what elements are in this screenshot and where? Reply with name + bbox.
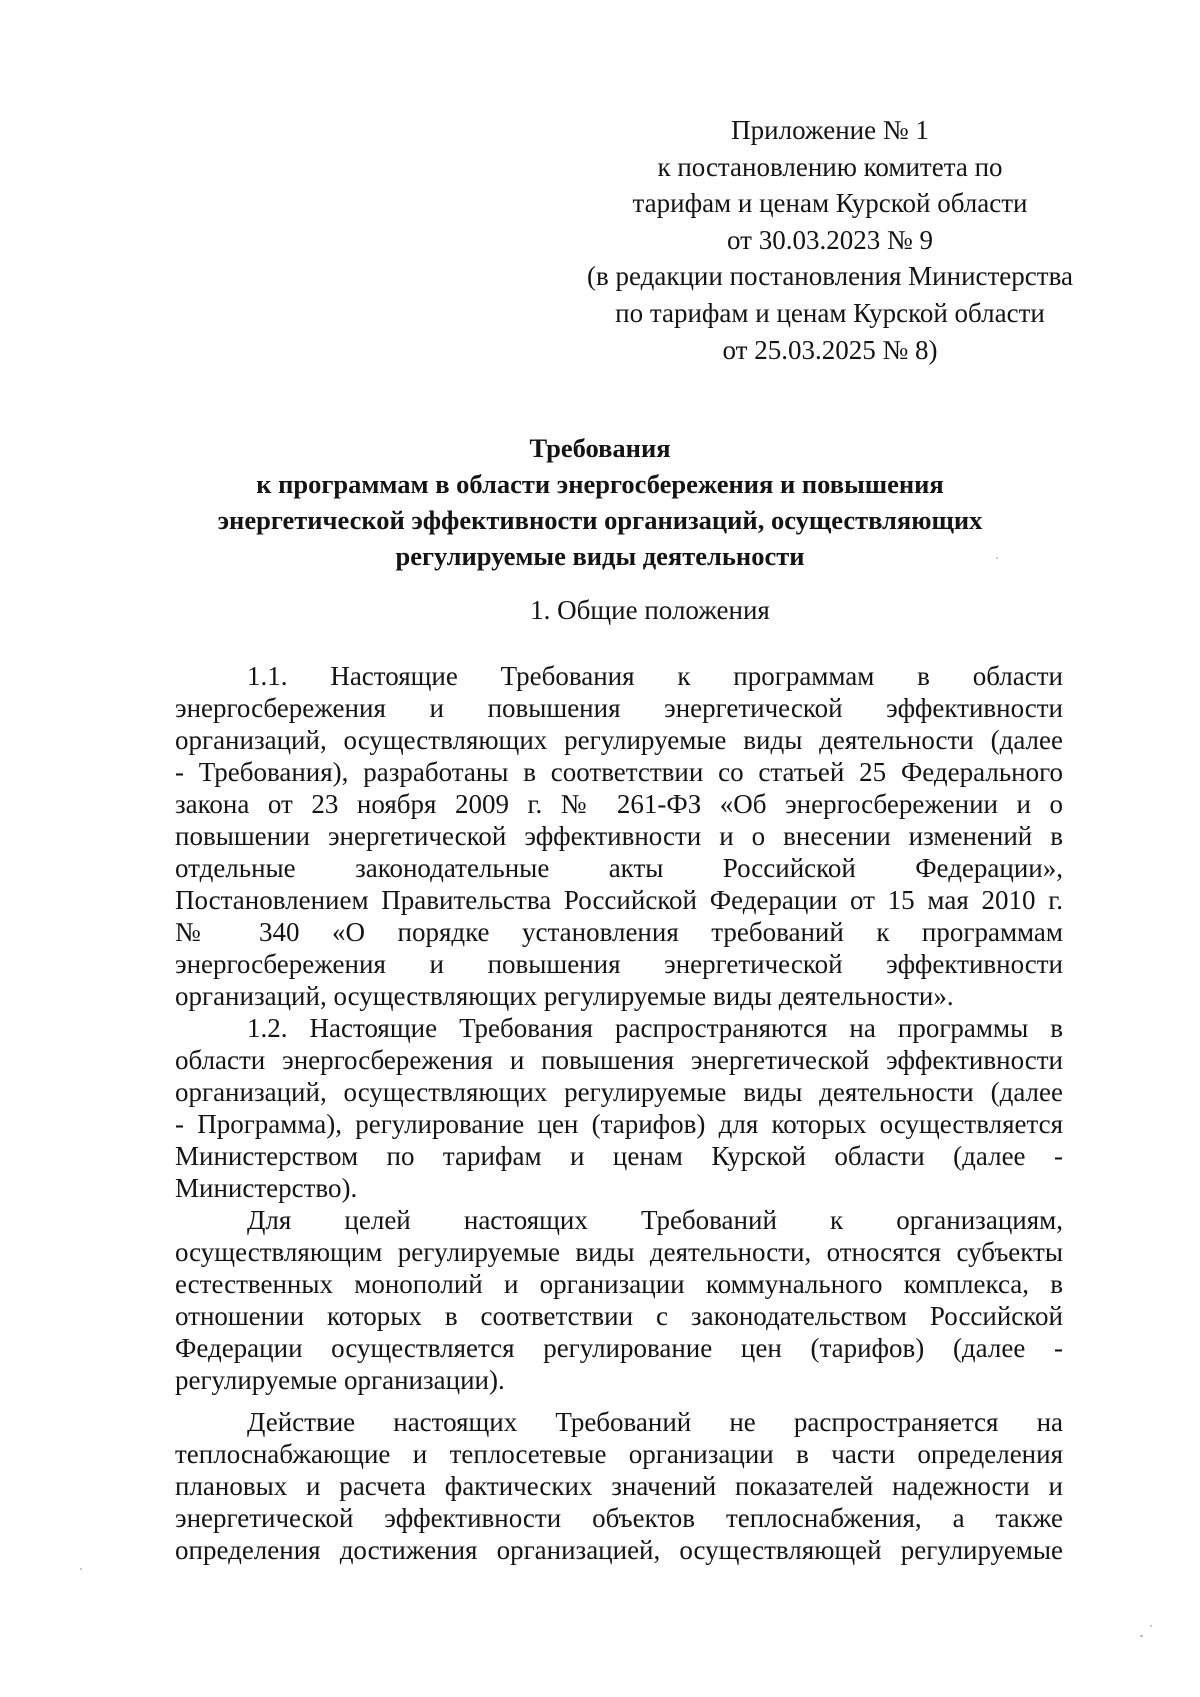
- body-line: области энергосбережения и повышения энергетической эффективности: [175, 1045, 1063, 1075]
- appendix-line: по тарифам и ценам Курской области: [615, 297, 1045, 328]
- appendix-line: Приложение № 1: [731, 115, 929, 145]
- body-line: регулируемые организации).: [175, 1365, 505, 1395]
- body-line: 1.2. Настоящие Требования распространяются на программы в: [247, 1013, 1063, 1043]
- document-title: [150, 430, 1050, 574]
- body-line: Постановлением Правительства Российской Федерации от 15 мая 2010 г.: [175, 885, 1063, 915]
- body-line: плановых и расчета фактических значений показателей надежности и: [175, 1471, 1063, 1501]
- appendix-line: к постановлению комитета по: [657, 151, 1003, 182]
- appendix-line: от 30.03.2023 № 9: [727, 224, 933, 255]
- title-line: Требования: [529, 433, 671, 463]
- body-line: теплоснабжающие и теплосетевые организации в части определения: [175, 1439, 1063, 1469]
- body-line: - Программа), регулирование цен (тарифов) для которых осуществляется: [175, 1109, 1063, 1139]
- body-line: Министерством по тарифам и ценам Курской области (далее -: [175, 1141, 1063, 1171]
- body-line: отношении которых в соответствии с законодательством Российской: [175, 1301, 1063, 1331]
- body-line: Федерации осуществляется регулирование цен (тарифов) (далее -: [175, 1333, 1063, 1363]
- section-heading: 1. Общие положения: [530, 595, 770, 625]
- scan-speck: [1140, 1635, 1143, 1637]
- title-line: к программам в области энергосбережения и повышения: [256, 469, 944, 499]
- body-line: определения достижения организацией, осуществляющей регулируемые: [175, 1535, 1063, 1565]
- body-line: естественных монополий и организации коммунального комплекса, в: [175, 1269, 1063, 1299]
- appendix-line: от 25.03.2025 № 8): [722, 334, 938, 365]
- body-line: энергетической эффективности объектов теплоснабжения, а также: [175, 1503, 1063, 1533]
- body-line: организаций, осуществляющих регулируемые виды деятельности».: [175, 981, 954, 1011]
- body-line: отдельные законодательные акты Российской Федерации»,: [175, 853, 1063, 883]
- body-line: Действие настоящих Требований не распространяется на: [247, 1407, 1063, 1437]
- body-line: повышении энергетической эффективности и о внесении изменений в: [175, 821, 1063, 851]
- body-line: Для целей настоящих Требований к организациям,: [247, 1205, 1063, 1235]
- body-line: энергосбережения и повышения энергетической эффективности: [175, 949, 1063, 979]
- scan-speck: [80, 1568, 82, 1570]
- appendix-header: [560, 112, 1100, 368]
- body-line: - Требования), разработаны в соответствии со статьей 25 Федерального: [175, 757, 1063, 787]
- appendix-line: (в редакции постановления Министерства: [587, 261, 1073, 292]
- title-line: регулируемые виды деятельности: [395, 541, 805, 571]
- body-line: 1.1. Настоящие Требования к программам в области: [247, 661, 1063, 691]
- scan-speck: [1150, 1625, 1152, 1627]
- appendix-line: тарифам и ценам Курской области: [632, 188, 1028, 219]
- body-line: осуществляющим регулируемые виды деятельности, относятся субъекты: [175, 1237, 1063, 1267]
- body-line: № 340 «О порядке установления требований к программам: [175, 917, 1063, 947]
- body-line: организаций, осуществляющих регулируемые виды деятельности (далее: [175, 1077, 1063, 1107]
- title-line: энергетической эффективности организаций, осуществляющих: [217, 505, 983, 535]
- scan-speck: [996, 557, 998, 559]
- body-line: энергосбережения и повышения энергетической эффективности: [175, 693, 1063, 723]
- body-line: закона от 23 ноября 2009 г. № 261-ФЗ «Об энергосбережении и о: [175, 789, 1063, 819]
- body-line: Министерство).: [175, 1173, 358, 1203]
- body-line: организаций, осуществляющих регулируемые виды деятельности (далее: [175, 725, 1063, 755]
